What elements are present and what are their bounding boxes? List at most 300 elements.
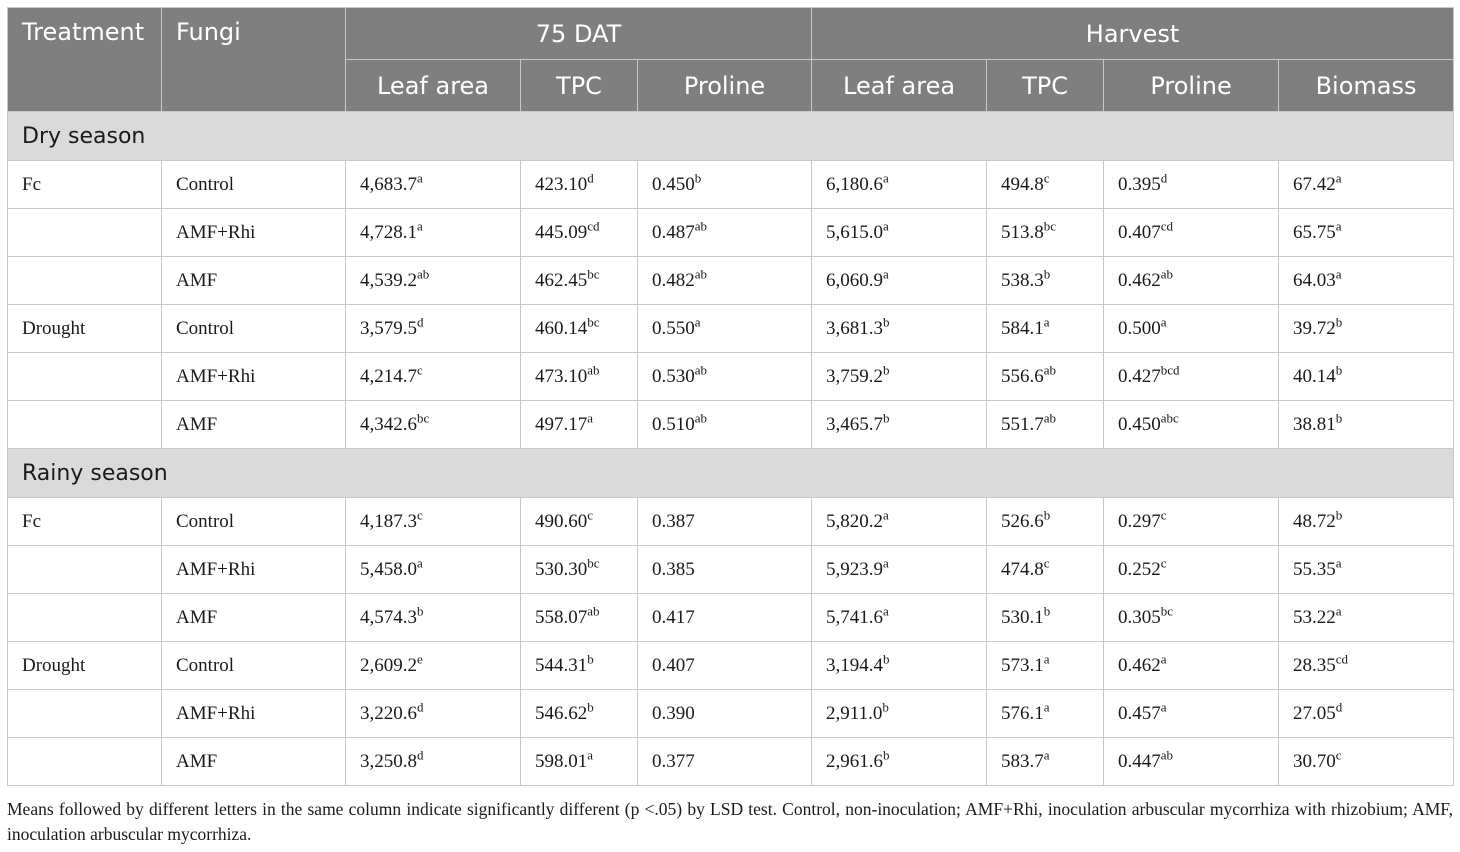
value-cell	[346, 401, 521, 449]
value-cell	[638, 257, 812, 305]
value-cell	[987, 257, 1104, 305]
section-row	[8, 112, 1454, 161]
significance-letter: b	[1043, 507, 1051, 523]
value-number: 576.1	[1001, 702, 1044, 724]
significance-letter: a	[1335, 218, 1342, 234]
significance-letter: c	[1043, 170, 1050, 186]
significance-letter: c	[1160, 507, 1167, 523]
value-cell	[987, 738, 1104, 786]
value-cell	[1279, 401, 1454, 449]
value-number: 27.05	[1293, 702, 1336, 724]
value-number: 4,187.3	[360, 510, 417, 532]
significance-letter: ab	[694, 410, 708, 426]
value-cell	[346, 738, 521, 786]
significance-letter: cd	[1335, 651, 1349, 667]
value-cell	[638, 690, 812, 738]
significance-letter: b	[1335, 314, 1343, 330]
significance-letter: b	[417, 603, 424, 619]
value-cell	[638, 161, 812, 209]
value-cell	[1279, 642, 1454, 690]
value-number: 4,214.7	[360, 365, 417, 387]
value-cell	[638, 594, 812, 642]
value-number: 65.75	[1293, 221, 1336, 243]
value-number: 0.457	[1118, 702, 1161, 724]
table-row	[8, 594, 1454, 642]
header-treatment: Treatment	[8, 8, 162, 112]
significance-letter: ab	[417, 266, 430, 282]
value-number: 0.252	[1118, 558, 1161, 580]
value-number: 0.390	[652, 702, 695, 724]
treatment-cell	[8, 401, 162, 449]
value-number: 0.550	[652, 317, 695, 339]
table-row	[8, 401, 1454, 449]
header-fungi: Fungi	[162, 8, 346, 112]
value-number: 0.387	[652, 510, 695, 532]
treatment-cell: Drought	[8, 305, 162, 353]
value-number: 474.8	[1001, 558, 1044, 580]
value-number: 462.45	[535, 269, 588, 291]
significance-letter: a	[1160, 314, 1167, 330]
table-row	[8, 642, 1454, 690]
table-row	[8, 257, 1454, 305]
value-cell	[521, 209, 638, 257]
value-cell	[1104, 642, 1279, 690]
value-number: 544.31	[535, 654, 588, 676]
significance-letter: ab	[1043, 410, 1057, 426]
table-row	[8, 690, 1454, 738]
value-cell	[1279, 594, 1454, 642]
value-cell	[987, 546, 1104, 594]
significance-letter: b	[882, 699, 889, 715]
value-number: 526.6	[1001, 510, 1044, 532]
value-cell	[1104, 546, 1279, 594]
value-number: 38.81	[1293, 413, 1336, 435]
significance-letter: c	[417, 507, 423, 523]
significance-letter: bc	[1160, 603, 1174, 619]
significance-letter: c	[1043, 555, 1050, 571]
value-cell	[1104, 305, 1279, 353]
value-cell	[1279, 498, 1454, 546]
value-cell	[1104, 594, 1279, 642]
value-cell	[346, 257, 521, 305]
significance-letter: b	[694, 170, 702, 186]
value-cell	[346, 353, 521, 401]
significance-letter: ab	[587, 362, 600, 378]
value-number: 0.407	[1118, 221, 1161, 243]
treatment-cell	[8, 546, 162, 594]
value-number: 551.7	[1001, 413, 1044, 435]
value-number: 3,220.6	[360, 702, 417, 724]
significance-letter: bc	[587, 314, 600, 330]
value-cell	[521, 594, 638, 642]
value-number: 0.500	[1118, 317, 1161, 339]
value-number: 0.447	[1118, 750, 1161, 772]
value-number: 5,923.9	[826, 558, 884, 580]
value-number: 0.417	[652, 606, 695, 628]
value-number: 0.482	[652, 269, 695, 291]
significance-letter: e	[417, 651, 423, 667]
header-col: Biomass	[1279, 60, 1454, 112]
value-cell	[987, 690, 1104, 738]
value-cell	[1279, 546, 1454, 594]
significance-letter: cd	[1160, 218, 1174, 234]
value-number: 530.30	[535, 558, 588, 580]
value-number: 530.1	[1001, 606, 1044, 628]
value-cell	[812, 594, 987, 642]
section-row	[8, 449, 1454, 498]
significance-letter: ab	[587, 603, 600, 619]
value-cell	[638, 305, 812, 353]
value-number: 3,250.8	[360, 750, 417, 772]
treatment-cell: Fc	[8, 498, 162, 546]
significance-letter: a	[1335, 603, 1342, 619]
value-cell	[812, 257, 987, 305]
value-number: 64.03	[1293, 269, 1336, 291]
treatment-cell: Drought	[8, 642, 162, 690]
value-number: 48.72	[1293, 510, 1336, 532]
header-group-75dat: 75 DAT	[346, 8, 812, 60]
significance-letter: bc	[417, 410, 430, 426]
value-number: 5,458.0	[360, 558, 417, 580]
value-cell	[812, 738, 987, 786]
value-cell	[1279, 305, 1454, 353]
value-number: 573.1	[1001, 654, 1044, 676]
table-row	[8, 161, 1454, 209]
header-col: Leaf area	[346, 60, 521, 112]
value-cell	[812, 546, 987, 594]
value-cell	[1104, 401, 1279, 449]
value-number: 598.01	[535, 750, 588, 772]
treatment-cell	[8, 353, 162, 401]
treatment-cell	[8, 594, 162, 642]
significance-letter: d	[1160, 170, 1168, 186]
significance-letter: b	[587, 651, 594, 667]
significance-letter: a	[1160, 651, 1167, 667]
value-number: 583.7	[1001, 750, 1044, 772]
significance-letter: a	[883, 266, 889, 282]
value-number: 2,911.0	[826, 702, 883, 724]
significance-letter: bc	[587, 266, 600, 282]
fungi-cell: AMF+Rhi	[162, 353, 346, 401]
value-cell	[812, 161, 987, 209]
value-cell	[638, 642, 812, 690]
value-number: 4,342.6	[360, 413, 417, 435]
value-cell	[521, 498, 638, 546]
significance-letter: b	[1043, 603, 1051, 619]
value-number: 0.510	[652, 413, 695, 435]
value-number: 3,681.3	[826, 317, 884, 339]
results-table	[7, 7, 1454, 786]
fungi-cell: Control	[162, 161, 346, 209]
section-title: Dry season	[8, 112, 1454, 161]
fungi-cell: AMF	[162, 257, 346, 305]
significance-letter: d	[417, 699, 424, 715]
value-number: 6,180.6	[826, 173, 884, 195]
value-cell	[638, 401, 812, 449]
significance-letter: c	[1160, 555, 1167, 571]
value-number: 490.60	[535, 510, 588, 532]
value-number: 0.462	[1118, 269, 1161, 291]
significance-letter: b	[1335, 410, 1343, 426]
significance-letter: a	[883, 603, 889, 619]
significance-letter: abc	[1160, 410, 1179, 426]
value-cell	[1279, 257, 1454, 305]
significance-letter: ab	[1043, 362, 1057, 378]
significance-letter: c	[587, 507, 594, 523]
value-cell	[1104, 161, 1279, 209]
value-cell	[812, 305, 987, 353]
value-number: 538.3	[1001, 269, 1044, 291]
significance-letter: d	[1335, 699, 1343, 715]
significance-letter: c	[1335, 747, 1342, 763]
treatment-cell	[8, 209, 162, 257]
value-cell	[638, 209, 812, 257]
significance-letter: b	[1335, 507, 1343, 523]
value-cell	[346, 642, 521, 690]
value-number: 4,574.3	[360, 606, 417, 628]
value-cell	[812, 209, 987, 257]
significance-letter: a	[883, 555, 889, 571]
significance-letter: a	[1043, 651, 1050, 667]
table-body	[8, 112, 1454, 786]
value-cell	[812, 690, 987, 738]
value-cell	[1279, 690, 1454, 738]
value-cell	[346, 690, 521, 738]
fungi-cell: AMF	[162, 594, 346, 642]
significance-letter: a	[1043, 699, 1050, 715]
value-number: 4,683.7	[360, 173, 417, 195]
header-col: TPC	[521, 60, 638, 112]
table-row	[8, 546, 1454, 594]
value-cell	[521, 353, 638, 401]
significance-letter: d	[417, 314, 424, 330]
significance-letter: c	[417, 362, 423, 378]
value-number: 0.377	[652, 750, 695, 772]
value-number: 423.10	[535, 173, 588, 195]
significance-letter: b	[1043, 266, 1051, 282]
value-number: 39.72	[1293, 317, 1336, 339]
value-number: 55.35	[1293, 558, 1336, 580]
value-cell	[987, 353, 1104, 401]
value-number: 445.09	[535, 221, 588, 243]
value-number: 0.297	[1118, 510, 1161, 532]
significance-letter: a	[883, 170, 889, 186]
value-number: 0.450	[652, 173, 695, 195]
significance-letter: bc	[587, 555, 600, 571]
value-cell	[812, 353, 987, 401]
significance-letter: bcd	[1160, 362, 1180, 378]
table-row	[8, 498, 1454, 546]
significance-letter: d	[417, 747, 424, 763]
header-col: Proline	[1104, 60, 1279, 112]
value-number: 3,465.7	[826, 413, 884, 435]
section-title: Rainy season	[8, 449, 1454, 498]
value-cell	[1104, 353, 1279, 401]
significance-letter: cd	[587, 218, 600, 234]
table-row	[8, 305, 1454, 353]
fungi-cell: Control	[162, 498, 346, 546]
value-cell	[346, 594, 521, 642]
value-number: 5,615.0	[826, 221, 884, 243]
value-cell	[1279, 209, 1454, 257]
significance-letter: a	[883, 218, 889, 234]
value-number: 513.8	[1001, 221, 1044, 243]
value-number: 0.395	[1118, 173, 1161, 195]
treatment-cell	[8, 257, 162, 305]
significance-letter: a	[1335, 266, 1342, 282]
significance-letter: ab	[694, 362, 708, 378]
significance-letter: a	[1043, 314, 1050, 330]
significance-letter: d	[587, 170, 594, 186]
significance-letter: b	[1335, 362, 1343, 378]
significance-letter: a	[1160, 699, 1167, 715]
table-row	[8, 353, 1454, 401]
value-number: 3,194.4	[826, 654, 884, 676]
value-number: 494.8	[1001, 173, 1044, 195]
value-number: 40.14	[1293, 365, 1336, 387]
significance-letter: a	[883, 507, 889, 523]
significance-letter: ab	[1160, 747, 1174, 763]
value-cell	[346, 209, 521, 257]
value-cell	[521, 305, 638, 353]
value-number: 0.305	[1118, 606, 1161, 628]
significance-letter: a	[694, 314, 701, 330]
value-cell	[521, 738, 638, 786]
value-cell	[1104, 738, 1279, 786]
value-cell	[638, 353, 812, 401]
fungi-cell: Control	[162, 642, 346, 690]
significance-letter: ab	[694, 266, 708, 282]
value-cell	[638, 546, 812, 594]
value-number: 0.427	[1118, 365, 1161, 387]
value-cell	[521, 690, 638, 738]
value-cell	[1279, 353, 1454, 401]
value-number: 497.17	[535, 413, 588, 435]
significance-letter: ab	[694, 218, 708, 234]
significance-letter: a	[1335, 170, 1342, 186]
value-number: 0.385	[652, 558, 695, 580]
significance-letter: a	[587, 410, 594, 426]
value-cell	[346, 498, 521, 546]
value-cell	[1104, 690, 1279, 738]
value-cell	[987, 498, 1104, 546]
value-cell	[812, 401, 987, 449]
value-number: 0.462	[1118, 654, 1161, 676]
value-number: 2,609.2	[360, 654, 417, 676]
value-number: 53.22	[1293, 606, 1336, 628]
value-cell	[521, 161, 638, 209]
fungi-cell: AMF+Rhi	[162, 546, 346, 594]
value-cell	[346, 305, 521, 353]
value-number: 0.407	[652, 654, 695, 676]
treatment-cell: Fc	[8, 161, 162, 209]
value-number: 473.10	[535, 365, 588, 387]
value-cell	[1104, 209, 1279, 257]
value-cell	[987, 642, 1104, 690]
header-group-harvest: Harvest	[812, 8, 1454, 60]
table-row	[8, 738, 1454, 786]
value-cell	[521, 642, 638, 690]
significance-letter: bc	[1043, 218, 1057, 234]
value-cell	[346, 161, 521, 209]
value-cell	[1279, 738, 1454, 786]
value-cell	[638, 738, 812, 786]
value-number: 3,579.5	[360, 317, 417, 339]
value-cell	[987, 305, 1104, 353]
significance-letter: b	[883, 651, 890, 667]
value-cell	[812, 498, 987, 546]
value-cell	[987, 401, 1104, 449]
value-number: 0.530	[652, 365, 695, 387]
header-col: TPC	[987, 60, 1104, 112]
value-cell	[521, 257, 638, 305]
value-number: 558.07	[535, 606, 588, 628]
value-number: 67.42	[1293, 173, 1336, 195]
significance-letter: b	[883, 362, 890, 378]
value-number: 556.6	[1001, 365, 1044, 387]
fungi-cell: Control	[162, 305, 346, 353]
fungi-cell: AMF+Rhi	[162, 690, 346, 738]
value-number: 3,759.2	[826, 365, 884, 387]
value-cell	[987, 161, 1104, 209]
fungi-cell: AMF	[162, 738, 346, 786]
value-number: 546.62	[535, 702, 588, 724]
treatment-cell	[8, 690, 162, 738]
significance-letter: b	[883, 410, 890, 426]
value-number: 5,820.2	[826, 510, 884, 532]
header-col: Leaf area	[812, 60, 987, 112]
value-number: 460.14	[535, 317, 588, 339]
significance-letter: a	[417, 218, 423, 234]
value-number: 30.70	[1293, 750, 1336, 772]
significance-letter: a	[587, 747, 594, 763]
value-cell	[638, 498, 812, 546]
value-number: 6,060.9	[826, 269, 884, 291]
significance-letter: a	[417, 170, 423, 186]
value-number: 28.35	[1293, 654, 1336, 676]
significance-letter: ab	[1160, 266, 1174, 282]
value-number: 4,539.2	[360, 269, 417, 291]
value-cell	[521, 546, 638, 594]
significance-letter: a	[1043, 747, 1050, 763]
value-number: 0.487	[652, 221, 695, 243]
significance-letter: b	[883, 314, 890, 330]
value-number: 0.450	[1118, 413, 1161, 435]
table-footnote: Means followed by different letters in the same column indicate significantly different (p <.05) by LSD test. Control, non-inoculation; AMF+Rhi, inoculation arbuscular mycorrhiza with rhizobium; AMF, inoculation arbuscular mycorrhiza.	[7, 799, 1453, 844]
value-cell	[987, 594, 1104, 642]
significance-letter: a	[1335, 555, 1342, 571]
value-cell	[1104, 498, 1279, 546]
value-number: 2,961.6	[826, 750, 884, 772]
value-number: 4,728.1	[360, 221, 417, 243]
significance-letter: a	[417, 555, 423, 571]
header-col: Proline	[638, 60, 812, 112]
significance-letter: b	[883, 747, 890, 763]
treatment-cell	[8, 738, 162, 786]
value-number: 5,741.6	[826, 606, 884, 628]
value-cell	[521, 401, 638, 449]
fungi-cell: AMF+Rhi	[162, 209, 346, 257]
value-number: 584.1	[1001, 317, 1044, 339]
value-cell	[987, 209, 1104, 257]
value-cell	[346, 546, 521, 594]
value-cell	[1279, 161, 1454, 209]
value-cell	[812, 642, 987, 690]
significance-letter: b	[587, 699, 594, 715]
value-cell	[1104, 257, 1279, 305]
fungi-cell: AMF	[162, 401, 346, 449]
table-row	[8, 209, 1454, 257]
